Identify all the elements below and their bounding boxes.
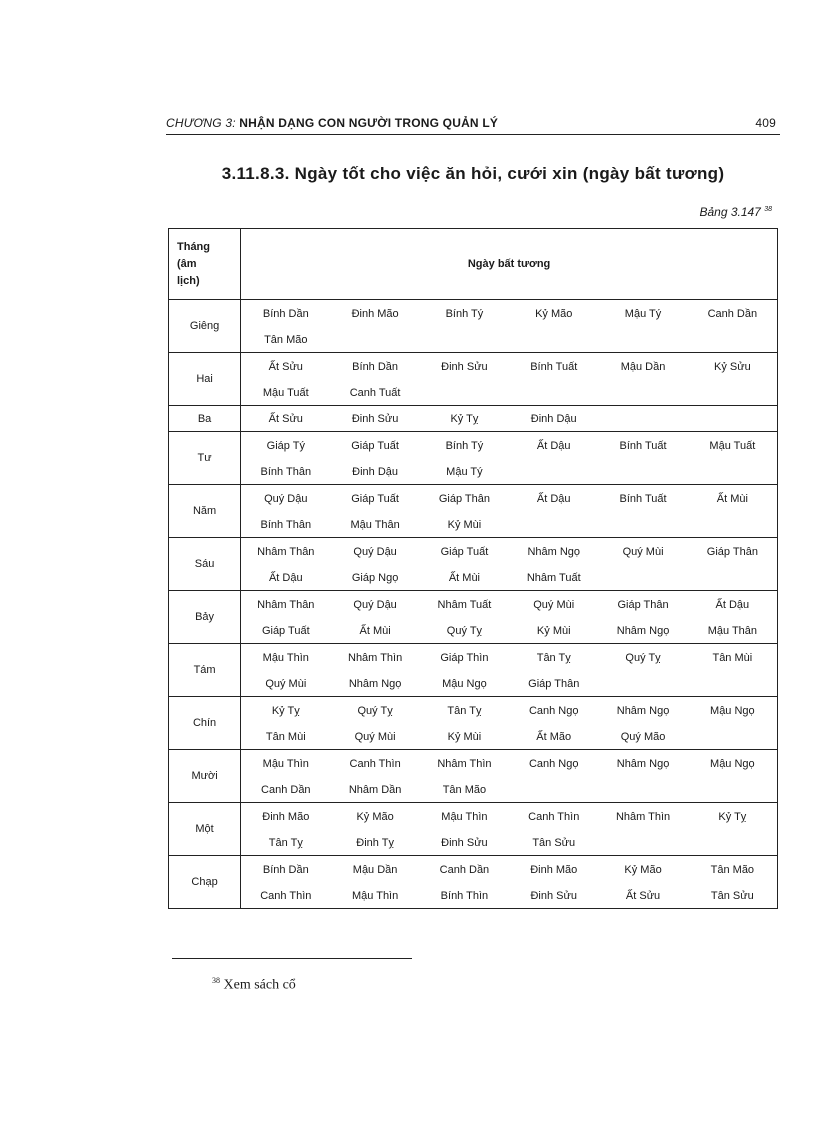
day-cell: Canh Ngọ [528,757,579,770]
month-cell: Tám [169,644,241,697]
day-cell: Bính Dần [262,863,309,876]
day-cell: Đinh Mão [530,863,578,876]
day-cell: Kỷ Sửu [688,353,778,381]
day-cell: Kỷ Mùi [420,724,509,750]
month-cell: Một [169,803,241,856]
month-cell: Chạp [169,856,241,909]
table-row-continuation [169,565,778,591]
day-cell: Mậu Thân [688,618,778,644]
day-cell: Giáp Thân [688,538,778,566]
footnote-mark: 38 [212,976,220,985]
day-cell: Ất Sửu [241,406,331,432]
day-cell: Nhâm Tuất [437,598,492,611]
table-row [169,591,778,619]
day-cell: Mậu Thân [330,512,419,538]
section-title: 3.11.8.3. Ngày tốt cho việc ăn hỏi, cưới xin (ngày bất tương) [221,164,725,183]
table-row [169,856,778,884]
day-cell: Mậu Dần [620,360,666,373]
month-header-line: lịch) [177,274,200,287]
day-cell: Bính Dần [352,360,399,373]
day-cell [598,459,687,485]
day-cell: Mậu Thìn [330,883,419,909]
day-cell: Nhâm Ngọ [330,671,419,697]
day-cell: Quý Mão [598,724,687,750]
day-cell: Giáp Thân [509,671,598,697]
month-column-header [169,229,241,300]
day-cell [509,512,598,538]
day-cell: Mậu Tý [420,459,509,485]
day-cell: Tân Tỵ [536,651,571,664]
day-cell: Giáp Thân [438,492,490,505]
day-cell [420,380,509,406]
day-cell: Kỷ Tỵ [688,803,778,831]
day-cell: Canh Thìn [349,757,401,770]
day-cell: Giáp Thìn [440,651,489,664]
day-cell: Ất Dậu [688,591,778,619]
day-cell: Bính Dần [262,307,309,320]
table-row [169,750,778,778]
day-cell: Nhâm Thân [257,598,315,611]
day-cell [420,327,509,353]
day-cell: Kỷ Mùi [509,618,598,644]
day-cell: Canh Thìn [241,883,331,909]
day-cell: Nhâm Ngọ [616,757,670,770]
day-cell: Tân Mão [241,327,331,353]
day-cell: Tân Tỵ [241,830,331,856]
day-cell: Ất Mùi [688,485,778,513]
table-caption-footnote-mark: 38 [764,206,772,213]
day-cell [598,565,687,591]
day-cell: Nhâm Dần [330,777,419,803]
table-row-continuation [169,618,778,644]
day-cell [688,459,778,485]
day-cell: Ất Mùi [330,618,419,644]
day-cell: Canh Dần [241,777,331,803]
table-row [169,644,778,672]
day-cell [509,777,598,803]
table-row-continuation [169,777,778,803]
month-cell: Giêng [169,300,241,353]
table-row [169,406,778,432]
day-cell: Đinh Dậu [330,459,419,485]
day-cell: Quý Dậu [264,492,308,505]
table-row-continuation [169,380,778,406]
table-row-continuation [169,724,778,750]
day-cell [598,777,687,803]
month-cell: Năm [169,485,241,538]
day-cell: Tân Sửu [509,830,598,856]
auspicious-days-table [168,228,778,909]
page-number: 409 [755,116,776,130]
day-cell: Mậu Ngọ [688,750,778,778]
table-caption-label: Bảng 3.147 [699,205,761,219]
header-rule [166,134,780,135]
day-cell: Mậu Thìn [441,810,488,823]
table-row [169,485,778,513]
day-cell [688,671,778,697]
day-cell: Nhâm Ngọ [598,618,687,644]
table-row-continuation [169,512,778,538]
table-row-continuation [169,671,778,697]
day-cell: Kỷ Mão [535,307,573,320]
table-row [169,697,778,725]
day-cell: Giáp Tuất [351,439,399,452]
day-cell [330,327,419,353]
table-row [169,538,778,566]
chapter-label: CHƯƠNG 3: [166,116,236,130]
day-cell: Bính Tuất [619,439,667,452]
day-cell: Nhâm Thìn [437,757,492,770]
chapter-title: NHẬN DẠNG CON NGƯỜI TRONG QUẢN LÝ [239,116,499,130]
day-cell: Quý Tỵ [357,704,393,717]
day-cell [598,327,687,353]
day-cell: Nhâm Thân [257,545,315,558]
table-row [169,803,778,831]
day-cell: Ất Mùi [420,565,509,591]
day-cell: Ất Dậu [536,439,571,452]
day-cell: Ất Dậu [241,565,331,591]
month-cell: Bảy [169,591,241,644]
day-cell: Bính Thân [241,459,331,485]
day-cell: Quý Mùi [241,671,331,697]
month-cell: Hai [169,353,241,406]
day-cell: Mậu Thìn [262,757,309,770]
day-cell [688,327,778,353]
day-cell: Giáp Tý [266,439,305,452]
footnote-text: Xem sách cổ [223,977,296,993]
day-cell: Canh Tuất [330,380,419,406]
day-cell [688,406,778,432]
day-cell: Mậu Tý [624,307,662,320]
day-cell: Đinh Tỵ [330,830,419,856]
day-cell: Quý Mùi [622,545,664,558]
day-cell: Bính Tý [445,307,484,320]
month-cell: Sáu [169,538,241,591]
day-cell: Quý Tỵ [420,618,509,644]
day-cell: Mậu Ngọ [420,671,509,697]
day-cell: Kỷ Mão [624,863,662,876]
table-caption [699,205,772,219]
day-cell: Kỷ Mùi [420,512,509,538]
day-cell: Canh Ngọ [528,704,579,717]
month-cell: Chín [169,697,241,750]
day-cell [688,512,778,538]
month-cell: Mười [169,750,241,803]
day-cell: Kỷ Mão [356,810,394,823]
day-cell: Đinh Sửu [441,360,488,373]
day-cell: Tân Mùi [241,724,331,750]
day-cell: Ất Sửu [268,360,303,373]
table-row-continuation [169,830,778,856]
day-cell [598,406,687,432]
day-cell [688,724,778,750]
day-cell: Nhâm Ngọ [527,545,581,558]
month-header-line: Tháng [177,240,210,253]
day-cell: Bính Tuất [530,360,578,373]
footnote-rule [172,958,412,959]
running-header [166,116,780,130]
day-cell: Canh Thìn [528,810,580,823]
day-cell: Đinh Sửu [509,883,598,909]
day-cell: Mậu Thìn [262,651,309,664]
day-cell: Quý Tỵ [625,651,661,664]
day-cell: Tân Mão [688,856,778,884]
day-cell: Nhâm Thìn [615,810,671,823]
day-cell: Ất Dậu [536,492,571,505]
day-cell: Đinh Sửu [420,830,509,856]
table-row-continuation [169,883,778,909]
day-cell: Giáp Tuất [241,618,331,644]
day-cell: Bính Tý [445,439,484,452]
day-cell: Đinh Mão [262,810,310,823]
day-cell: Quý Mùi [330,724,419,750]
table-row-continuation [169,459,778,485]
month-header-line: (âm [177,257,197,270]
day-cell: Tân Mùi [688,644,778,672]
day-cell: Bính Thân [241,512,331,538]
day-cell: Ất Sửu [598,883,687,909]
day-cell: Canh Dần [688,300,778,328]
day-cell [509,459,598,485]
day-cell: Quý Mùi [533,598,575,611]
day-cell: Nhâm Tuất [509,565,598,591]
month-cell: Tư [169,432,241,485]
day-cell: Giáp Tuất [351,492,399,505]
day-cell [688,830,778,856]
day-cell: Giáp Ngọ [330,565,419,591]
day-cell [688,777,778,803]
days-column-header: Ngày bất tương [241,229,778,300]
day-cell: Tân Mão [420,777,509,803]
day-cell: Nhâm Ngọ [616,704,670,717]
day-cell [688,380,778,406]
day-cell [598,671,687,697]
day-cell: Giáp Tuất [440,545,489,558]
day-cell: Mậu Ngọ [688,697,778,725]
day-cell: Bính Tuất [619,492,667,505]
table-row [169,300,778,328]
day-cell [688,565,778,591]
table-row-continuation [169,327,778,353]
month-cell: Ba [169,406,241,432]
day-cell [509,327,598,353]
day-cell [509,380,598,406]
day-cell: Đinh Mão [351,307,399,320]
day-cell: Ất Mão [509,724,598,750]
day-cell: Quý Dậu [353,598,397,611]
day-cell: Đinh Dậu [509,406,598,432]
day-cell: Mậu Tuất [688,432,778,460]
day-cell [598,380,687,406]
day-cell: Kỷ Tỵ [420,406,509,432]
day-cell: Tân Sửu [688,883,778,909]
footnote [212,976,296,994]
table-row [169,353,778,381]
day-cell: Nhâm Thìn [348,651,403,664]
day-cell: Tân Tỵ [447,704,482,717]
day-cell: Canh Dần [439,863,490,876]
table-header-row [169,229,778,300]
day-cell [598,830,687,856]
day-cell: Giáp Thân [617,598,669,611]
day-cell: Mậu Dần [352,863,398,876]
day-cell: Kỷ Tỵ [271,704,300,717]
day-cell: Bính Thìn [420,883,509,909]
day-cell: Đinh Sửu [330,406,419,432]
day-cell: Quý Dậu [353,545,397,558]
table-row [169,432,778,460]
day-cell: Mậu Tuất [241,380,331,406]
day-cell [598,512,687,538]
